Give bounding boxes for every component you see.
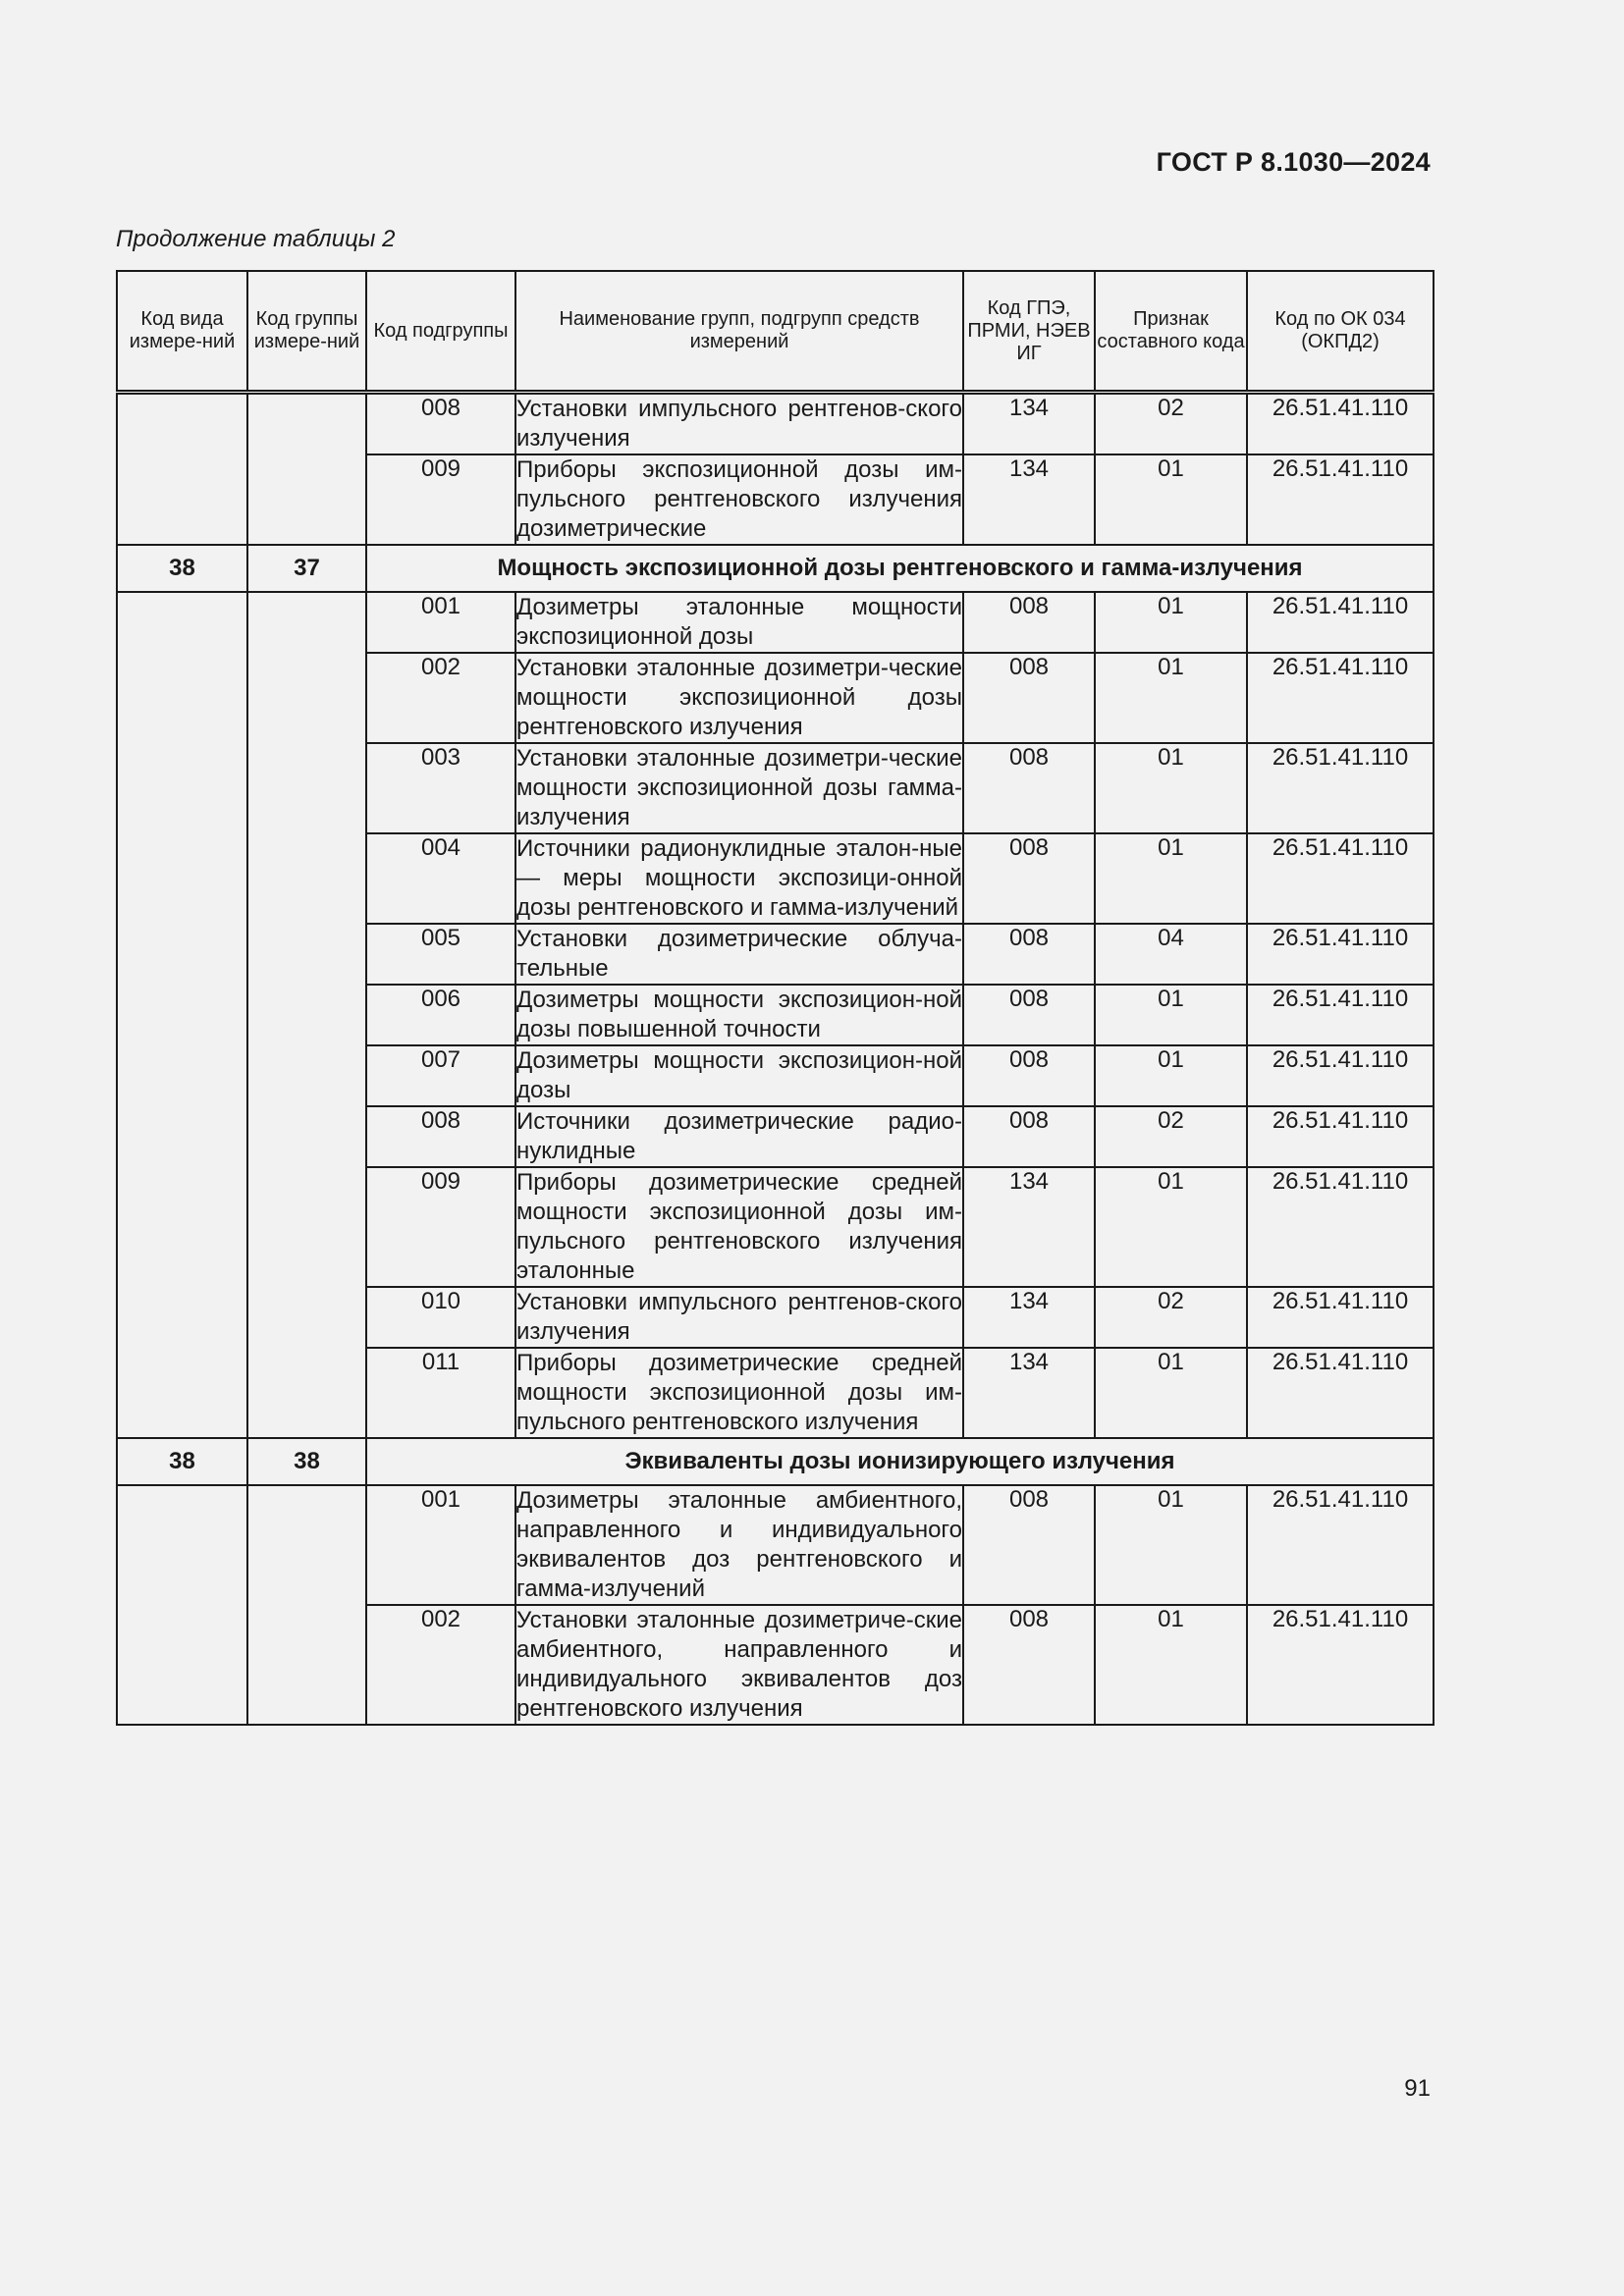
empty-kind-cell bbox=[117, 1485, 247, 1725]
header-group-code: Код группы измере-ний bbox=[247, 271, 366, 393]
subgroup-code: 006 bbox=[366, 985, 515, 1045]
gpe-code: 008 bbox=[963, 1106, 1095, 1167]
okpd2-code: 26.51.41.110 bbox=[1247, 1106, 1434, 1167]
subgroup-name: Приборы дозиметрические средней мощности экспозиционной дозы им-пульсного рентгеновского излучения bbox=[515, 1348, 963, 1438]
okpd2-code: 26.51.41.110 bbox=[1247, 1045, 1434, 1106]
gpe-code: 134 bbox=[963, 1348, 1095, 1438]
gpe-code: 134 bbox=[963, 454, 1095, 545]
subgroup-name: Установки импульсного рентгенов-ского излучения bbox=[515, 1287, 963, 1348]
composite-sign: 01 bbox=[1095, 1045, 1247, 1106]
okpd2-code: 26.51.41.110 bbox=[1247, 924, 1434, 985]
empty-group-cell bbox=[247, 1485, 366, 1725]
composite-sign: 01 bbox=[1095, 653, 1247, 743]
okpd2-code: 26.51.41.110 bbox=[1247, 833, 1434, 924]
subgroup-name: Установки эталонные дозиметри-ческие мощности экспозиционной дозы гамма-излучения bbox=[515, 743, 963, 833]
group-kind-code: 38 bbox=[117, 545, 247, 592]
subgroup-code: 008 bbox=[366, 1106, 515, 1167]
group-code: 38 bbox=[247, 1438, 366, 1485]
subgroup-name: Источники радионуклидные эталон-ные — меры мощности экспозици-онной дозы рентгеновского и гамма-излучений bbox=[515, 833, 963, 924]
subgroup-code: 008 bbox=[366, 393, 515, 455]
subgroup-name: Установки импульсного рентгенов-ского излучения bbox=[515, 393, 963, 455]
group-code: 37 bbox=[247, 545, 366, 592]
composite-sign: 01 bbox=[1095, 985, 1247, 1045]
gpe-code: 008 bbox=[963, 1485, 1095, 1605]
subgroup-name: Дозиметры мощности экспозицион-ной дозы повышенной точности bbox=[515, 985, 963, 1045]
table-row bbox=[117, 592, 1434, 653]
table-row bbox=[117, 393, 1434, 455]
subgroup-code: 001 bbox=[366, 1485, 515, 1605]
gpe-code: 008 bbox=[963, 1605, 1095, 1725]
gpe-code: 008 bbox=[963, 833, 1095, 924]
table-header-row bbox=[117, 271, 1434, 393]
table-row bbox=[117, 1485, 1434, 1605]
empty-kind-cell bbox=[117, 592, 247, 1438]
composite-sign: 01 bbox=[1095, 833, 1247, 924]
subgroup-name: Дозиметры эталонные амбиентного, направленного и индивидуального эквивалентов доз рентгеновского и гамма-излучений bbox=[515, 1485, 963, 1605]
subgroup-name: Установки дозиметрические облуча-тельные bbox=[515, 924, 963, 985]
measurement-codes-table bbox=[116, 270, 1435, 1726]
table-caption: Продолжение таблицы 2 bbox=[116, 226, 396, 252]
okpd2-code: 26.51.41.110 bbox=[1247, 653, 1434, 743]
subgroup-code: 002 bbox=[366, 653, 515, 743]
page-number: 91 bbox=[1404, 2075, 1431, 2102]
gpe-code: 134 bbox=[963, 1287, 1095, 1348]
subgroup-name: Источники дозиметрические радио-нуклидные bbox=[515, 1106, 963, 1167]
subgroup-code: 005 bbox=[366, 924, 515, 985]
composite-sign: 04 bbox=[1095, 924, 1247, 985]
subgroup-code: 003 bbox=[366, 743, 515, 833]
group-header-row bbox=[117, 545, 1434, 592]
okpd2-code: 26.51.41.110 bbox=[1247, 1485, 1434, 1605]
subgroup-code: 010 bbox=[366, 1287, 515, 1348]
subgroup-name: Установки эталонные дозиметриче-ские амбиентного, направленного и индивидуального эквивалентов доз рентгеновского излучения bbox=[515, 1605, 963, 1725]
composite-sign: 02 bbox=[1095, 1287, 1247, 1348]
header-subgroup-code: Код подгруппы bbox=[366, 271, 515, 393]
gpe-code: 134 bbox=[963, 393, 1095, 455]
gpe-code: 008 bbox=[963, 985, 1095, 1045]
gpe-code: 008 bbox=[963, 743, 1095, 833]
subgroup-code: 002 bbox=[366, 1605, 515, 1725]
header-okpd2-code: Код по ОК 034 (ОКПД2) bbox=[1247, 271, 1434, 393]
gpe-code: 008 bbox=[963, 1045, 1095, 1106]
composite-sign: 02 bbox=[1095, 1106, 1247, 1167]
okpd2-code: 26.51.41.110 bbox=[1247, 743, 1434, 833]
subgroup-name: Приборы экспозиционной дозы им-пульсного рентгеновского излучения дозиметрические bbox=[515, 454, 963, 545]
group-kind-code: 38 bbox=[117, 1438, 247, 1485]
header-name: Наименование групп, подгрупп средств измерений bbox=[515, 271, 963, 393]
subgroup-name: Установки эталонные дозиметри-ческие мощности экспозиционной дозы рентгеновского излучения bbox=[515, 653, 963, 743]
header-gpe-code: Код ГПЭ, ПРМИ, НЭЕВ ИГ bbox=[963, 271, 1095, 393]
gpe-code: 008 bbox=[963, 592, 1095, 653]
okpd2-code: 26.51.41.110 bbox=[1247, 1287, 1434, 1348]
group-title: Мощность экспозиционной дозы рентгеновского и гамма-излучения bbox=[366, 545, 1434, 592]
gpe-code: 008 bbox=[963, 653, 1095, 743]
subgroup-code: 004 bbox=[366, 833, 515, 924]
subgroup-code: 009 bbox=[366, 454, 515, 545]
subgroup-name: Дозиметры мощности экспозицион-ной дозы bbox=[515, 1045, 963, 1106]
composite-sign: 01 bbox=[1095, 1605, 1247, 1725]
empty-group-cell bbox=[247, 393, 366, 546]
composite-sign: 01 bbox=[1095, 1167, 1247, 1287]
gpe-code: 008 bbox=[963, 924, 1095, 985]
subgroup-code: 001 bbox=[366, 592, 515, 653]
composite-sign: 01 bbox=[1095, 743, 1247, 833]
composite-sign: 01 bbox=[1095, 592, 1247, 653]
subgroup-name: Приборы дозиметрические средней мощности экспозиционной дозы им-пульсного рентгеновского излучения эталонные bbox=[515, 1167, 963, 1287]
subgroup-code: 009 bbox=[366, 1167, 515, 1287]
okpd2-code: 26.51.41.110 bbox=[1247, 592, 1434, 653]
subgroup-code: 011 bbox=[366, 1348, 515, 1438]
composite-sign: 01 bbox=[1095, 1485, 1247, 1605]
gpe-code: 134 bbox=[963, 1167, 1095, 1287]
empty-group-cell bbox=[247, 592, 366, 1438]
okpd2-code: 26.51.41.110 bbox=[1247, 1348, 1434, 1438]
group-title: Эквиваленты дозы ионизирующего излучения bbox=[366, 1438, 1434, 1485]
okpd2-code: 26.51.41.110 bbox=[1247, 1167, 1434, 1287]
header-composite-sign: Признак составного кода bbox=[1095, 271, 1247, 393]
subgroup-code: 007 bbox=[366, 1045, 515, 1106]
group-header-row bbox=[117, 1438, 1434, 1485]
composite-sign: 02 bbox=[1095, 393, 1247, 455]
header-kind-code: Код вида измере-ний bbox=[117, 271, 247, 393]
okpd2-code: 26.51.41.110 bbox=[1247, 985, 1434, 1045]
okpd2-code: 26.51.41.110 bbox=[1247, 393, 1434, 455]
composite-sign: 01 bbox=[1095, 1348, 1247, 1438]
okpd2-code: 26.51.41.110 bbox=[1247, 454, 1434, 545]
empty-kind-cell bbox=[117, 393, 247, 546]
subgroup-name: Дозиметры эталонные мощности экспозиционной дозы bbox=[515, 592, 963, 653]
composite-sign: 01 bbox=[1095, 454, 1247, 545]
document-code: ГОСТ Р 8.1030—2024 bbox=[1156, 147, 1431, 177]
okpd2-code: 26.51.41.110 bbox=[1247, 1605, 1434, 1725]
